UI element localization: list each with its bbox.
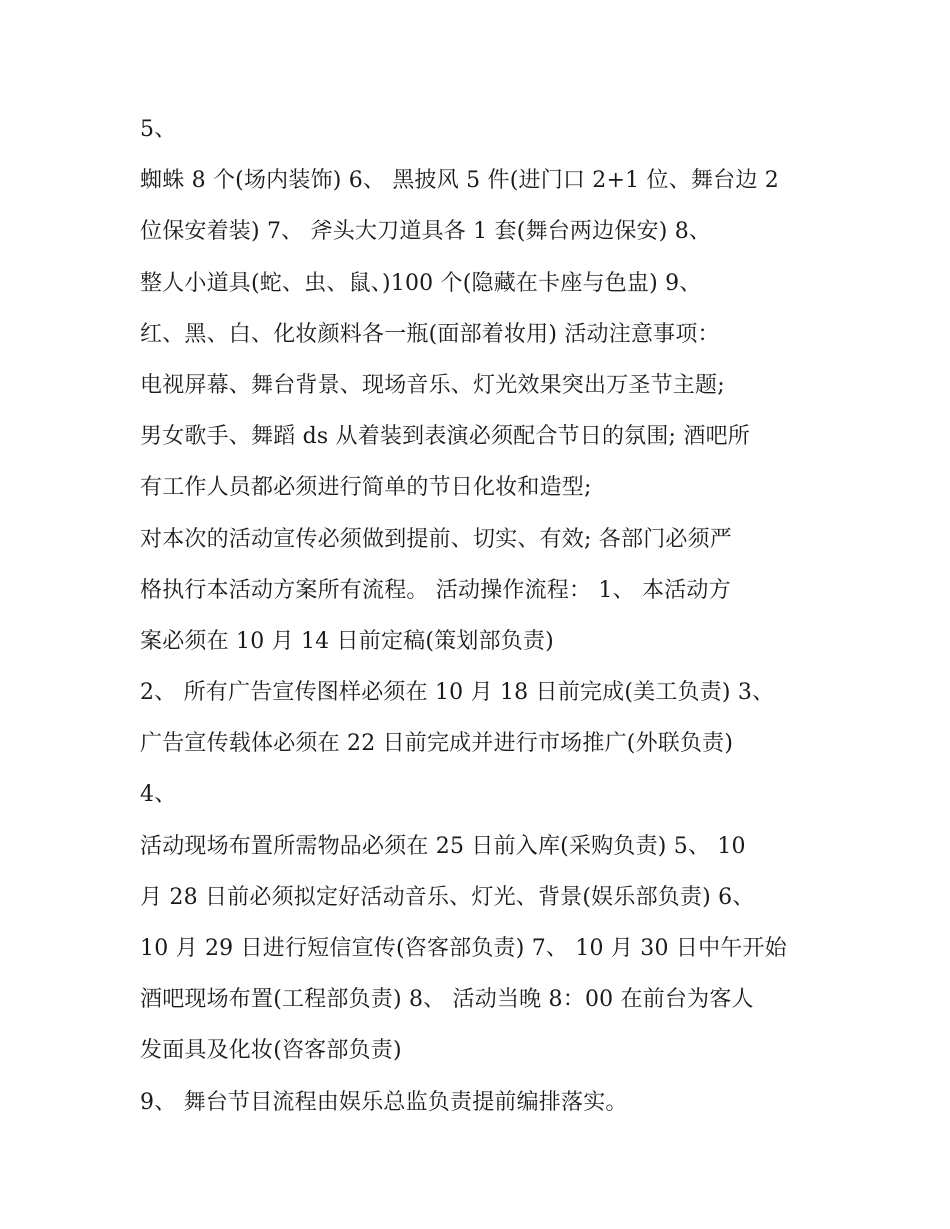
document-body bbox=[140, 104, 820, 1128]
text-line: 有工作人员都必须进行简单的节日化妆和造型; bbox=[140, 475, 592, 501]
text-line: 对本次的活动宣传必须做到提前、切实、有效; 各部门必须严 bbox=[140, 526, 733, 552]
text-line: 2、 所有广告宣传图样必须在 10 月 18 日前完成(美工负责) 3、 bbox=[140, 680, 775, 706]
text-line: 广告宣传载体必须在 22 日前完成并进行市场推广(外联负责) bbox=[140, 731, 734, 757]
text-line: 发面具及化妆(咨客部负责) bbox=[140, 1038, 402, 1064]
text-line: 案必须在 10 月 14 日前定稿(策划部负责) bbox=[140, 628, 554, 654]
text-line: 红、黑、白、化妆颜料各一瓶(面部着妆用) 活动注意事项： bbox=[140, 321, 720, 347]
text-line: 电视屏幕、舞台背景、现场音乐、灯光效果突出万圣节主题; bbox=[140, 372, 725, 398]
text-line: 格执行本活动方案所有流程。 活动操作流程： 1、 本活动方 bbox=[140, 577, 731, 603]
text-line: 位保安着装) 7、 斧头大刀道具各 1 套(舞台两边保安) 8、 bbox=[140, 219, 712, 245]
text-line: 酒吧现场布置(工程部负责) 8、 活动当晚 8：00 在前台为客人 bbox=[140, 987, 754, 1013]
text-line: 5、 bbox=[140, 117, 177, 142]
text-line: 男女歌手、舞蹈 ds 从着装到表演必须配合节日的氛围; 酒吧所 bbox=[140, 424, 750, 450]
text-line: 10 月 29 日进行短信宣传(咨客部负责) 7、 10 月 30 日中午开始 bbox=[140, 936, 787, 961]
text-line: 月 28 日前必须拟定好活动音乐、灯光、背景(娱乐部负责) 6、 bbox=[140, 884, 755, 910]
text-line: 活动现场布置所需物品必须在 25 日前入库(采购负责) 5、 10 bbox=[140, 833, 746, 859]
text-line: 9、 舞台节目流程由娱乐总监负责提前编排落实。 bbox=[140, 1089, 628, 1115]
text-line: 蜘蛛 8 个(场内装饰) 6、 黑披风 5 件(进门口 2+1 位、舞台边 2 bbox=[140, 168, 779, 194]
text-line: 4、 bbox=[140, 782, 177, 808]
text-line: 整人小道具(蛇、虫、鼠、)100 个(隐藏在卡座与色盅) 9、 bbox=[140, 270, 702, 296]
